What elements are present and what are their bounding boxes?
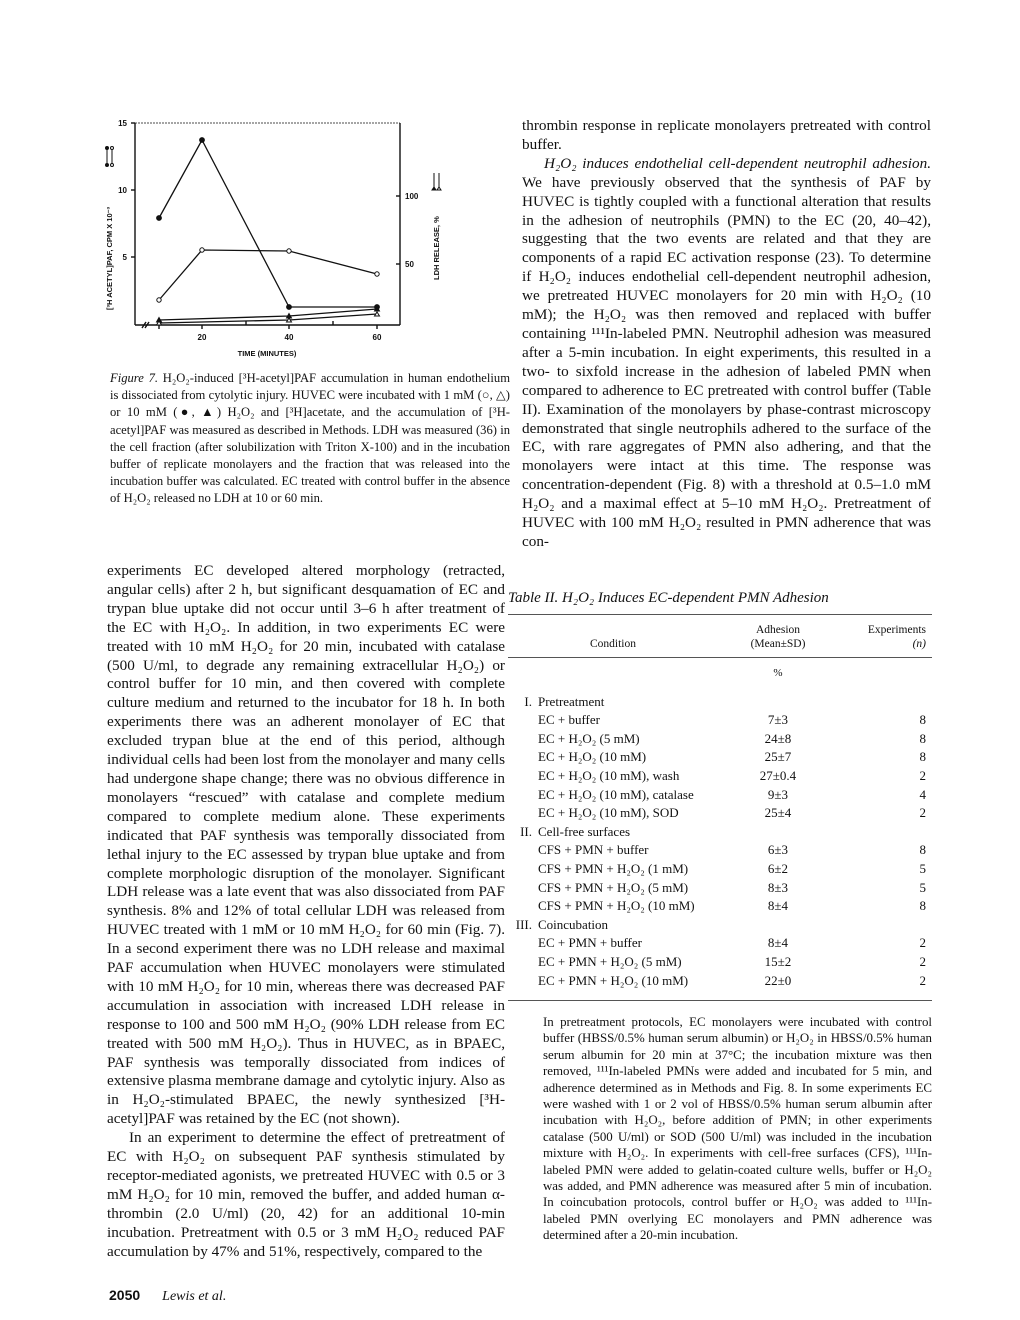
table-row: EC + PMN + H₂O₂ (5 mM) 15±2 2 (538, 953, 926, 969)
right-column (522, 117, 931, 552)
table-2 (508, 614, 932, 990)
figure-7-caption (110, 370, 510, 508)
unit-label: % (773, 667, 783, 679)
table-row: CFS + PMN + H₂O₂ (5 mM) 8±3 5 (538, 879, 926, 895)
right-axis-legend-icon (432, 173, 441, 190)
y-tick-5: 5 (122, 253, 127, 262)
table-row: EC + H₂O₂ (10 mM), SOD 25±4 2 (538, 805, 926, 821)
table-row: EC + H₂O₂ (10 mM), catalase 9±3 4 (538, 786, 926, 802)
table-row: EC + buffer 7±3 8 (538, 712, 926, 728)
table-row: EC + H₂O₂ (10 mM) 25±7 8 (538, 749, 926, 765)
series-ldh-10mm (159, 309, 377, 320)
y-axis-label-left: [³H ACETYL]PAF, CPM X 10⁻³ (105, 206, 114, 310)
table-row: EC + PMN + buffer 8±4 2 (538, 935, 926, 951)
left-axis-legend-icon (106, 147, 114, 167)
section-row: I. Pretreatment (524, 693, 605, 709)
series-paf-1mm (159, 250, 377, 300)
y-tick-10: 10 (118, 186, 127, 195)
caption-text: H₂O₂-induced [³H-acetyl]PAF accumulation in human endothelium is dissociated from cytolytic injury. HUVEC were incubated with 1 mM (○, △) or 10 mM (●, ▲) H₂O₂ and [³H]acetate, and the accumulation of [³H-acetyl]PAF was measured as described in Methods. LDH was measured (36) in the cell fraction (after solubilization with Triton X-100) and in the incubation buffer of replicate monolayers and the fraction that was released into the incubation buffer was calculated. EC treated with control buffer in the absence of H₂O₂ released no LDH at 10 or 60 min. (110, 371, 510, 506)
header-condition: Condition (508, 615, 718, 658)
page-footer (109, 1287, 226, 1305)
paragraph-text: We have previously observed that the synthesis of PAF by HUVEC is tightly coupled with a functional alteration that results in the adhesion of neutrophils (PMN) to the EC (20, 40–42), suggesting that the two events are related and that they are components of a rapid EC activation response (23). To determine if H₂O₂ induces endothelial cell-dependent neutrophil adhesion, we pretreated HUVEC monolayers for 20 min with H₂O₂ (10 mM); the H₂O₂ was then removed and replaced with buffer containing ¹¹¹In-labeled PMN. Neutrophil adhesion was measured after a 5-min incubation. In eight experiments, this resulted in a two- to sixfold increase in the adhesion of labeled PMN when compared to adherence to EC pretreated with control buffer (Table II). Examination of the monolayers by phase-contrast microscopy demonstrated that single neutrophils adhered to the surface of the EC, with rare aggregates of PMN also adhering, and that the monolayers were intact at this time. The response was concentration-dependent (Fig. 8) with a threshold at 0.5–1.0 mM H₂O₂ and a maximal effect at 5–10 mM H₂O₂. Pretreatment of HUVEC with 100 mM H₂O₂ resulted in PMN adherence that was con- (522, 173, 931, 550)
body-paragraph: In an experiment to determine the effect of pretreatment of EC with H₂O₂ on subsequent PAF synthesis stimulated by receptor-mediated agonists, we pretreated HUVEC with 0.5 or 3 mM H₂O₂ for 10 min, removed the buffer, and added human α-thrombin (2.0 U/ml) (20, 42) for an additional 10-min incubation. Pretreatment with 0.5 or 3 mM H₂O₂ reduced PAF accumulation by 47% and 51%, respectively, compared to the (107, 1129, 505, 1260)
table-row: CFS + PMN + H₂O₂ (10 mM) 8±4 8 (538, 898, 926, 914)
header-experiments: Experiments (n) (838, 615, 932, 658)
body-paragraph: experiments EC developed altered morphology (retracted, angular cells) after 2 h, but significant desquamation of EC and trypan blue uptake did not occur until 3–6 h after treatment of the EC with H₂O₂. In addition, in two experiments EC were treated with 10 mM H₂O₂ for 20 min, incubated with catalase (500 U/ml, to degrade any remaining extracellular H₂O₂) or control buffer for 10 min, and then covered with complete culture medium and returned to the incubator for 18 h. In both experiments there was an adherent monolayer of EC that excluded trypan blue at the end of this period, although individual cells had been lost from the monolayer and many cells had undergone shape change; there was no obvious difference in monolayers “rescued” with catalase and complete medium compared to complete medium alone. These experiments indicated that PAF synthesis was temporally dissociated from lethal injury to the EC assessed by trypan blue uptake and from complete morphologic disruption of the monolayer. Significant LDH release was a late event that was also dissociated from PAF synthesis. 8% and 12% of total cellular LDH was released from HUVEC treated with 1 mM or 10 mM H₂O₂ for 60 min (Fig. 7). In a second experiment there was no LDH release and maximal PAF accumulation when HUVEC monolayers were stimulated with 10 mM H₂O₂ for 10 min, whereas there was decreased PAF accumulation in association with increased LDH release in response to 100 and 500 mM H₂O₂ (90% LDH release from EC treated with 500 mM H₂O₂). Thus in HUVEC, as in BPAEC, PAF synthesis was temporally dissociated from indices of extensive plasma membrane damage and cytolytic injury. Also as in H₂O₂-stimulated BPAEC, the newly synthesized [³H-acetyl]PAF was retained by the EC (not shown). (107, 562, 505, 1128)
series-paf-10mm (159, 140, 377, 307)
header-adhesion: Adhesion (Mean±SD) (718, 615, 838, 658)
section-row: III. Coincubation (515, 916, 609, 932)
x-tick-20: 20 (197, 333, 207, 342)
table-2-title: Table II. H₂O₂ Induces EC-dependent PMN Adhesion (508, 590, 829, 606)
table-row: EC + H₂O₂ (10 mM), wash 27±0.4 2 (538, 767, 926, 783)
table-row: EC + PMN + H₂O₂ (10 mM) 22±0 2 (538, 972, 926, 988)
y-tick-15: 15 (118, 119, 127, 128)
x-axis-label: TIME (MINUTES) (237, 349, 297, 358)
table-row: CFS + PMN + buffer 6±3 8 (538, 842, 926, 858)
line-chart (100, 110, 500, 360)
table-2-footnote: In pretreatment protocols, EC monolayers were incubated with control buffer (HBSS/0.5% human serum albumin) or H₂O₂ in HBSS/0.5% human serum albumin for 20 min at 37°C; the incubation mixture was then removed, ¹¹¹In-labeled PMNs were added and incubated for 5 min, and adherence determined as in Methods and Fig. 8. In some experiments EC were washed with 1 or 2 vol of HBSS/0.5% human serum albumin after incubation with H₂O₂, before addition of PMN; in other experiments catalase (500 U/ml) or SOD (500 U/ml) was included in the incubation mixture with H₂O₂. In experiments with cell-free surfaces (CFS), ¹¹¹In-labeled PMN were added to gelatin-coated culture wells, buffer or H₂O₂ was added, and PMN adherence was measured after 5 min of incubation. In coincubation protocols, control buffer or H₂O₂ was added to ¹¹¹In-labeled PMN overlying EC monolayers and PMN adherence was determined after a 20-min incubation. (543, 1015, 932, 1243)
x-tick-60: 60 (372, 333, 382, 342)
table-row: CFS + PMN + H₂O₂ (1 mM) 6±2 5 (538, 860, 926, 876)
table-bottom-rule (508, 1000, 932, 1001)
table-row: EC + H₂O₂ (5 mM) 24±8 8 (538, 730, 926, 746)
left-column (107, 562, 505, 1262)
running-author: Lewis et al. (162, 1289, 227, 1304)
page-number: 2050 (109, 1287, 141, 1303)
caption-label: Figure 7. (110, 371, 159, 385)
section-row: II. Cell-free surfaces (520, 823, 631, 839)
x-tick-40: 40 (284, 333, 294, 342)
section-heading: H₂O₂ induces endothelial cell-dependent neutrophil adhesion. (544, 154, 931, 172)
figure-7-chart (100, 110, 500, 360)
body-paragraph (522, 155, 931, 552)
y2-tick-50: 50 (405, 260, 414, 269)
body-paragraph: thrombin response in replicate monolayers pretreated with control buffer. (522, 117, 931, 153)
y2-tick-100: 100 (405, 192, 419, 201)
y-axis-label-right: LDH RELEASE, % (432, 216, 441, 280)
